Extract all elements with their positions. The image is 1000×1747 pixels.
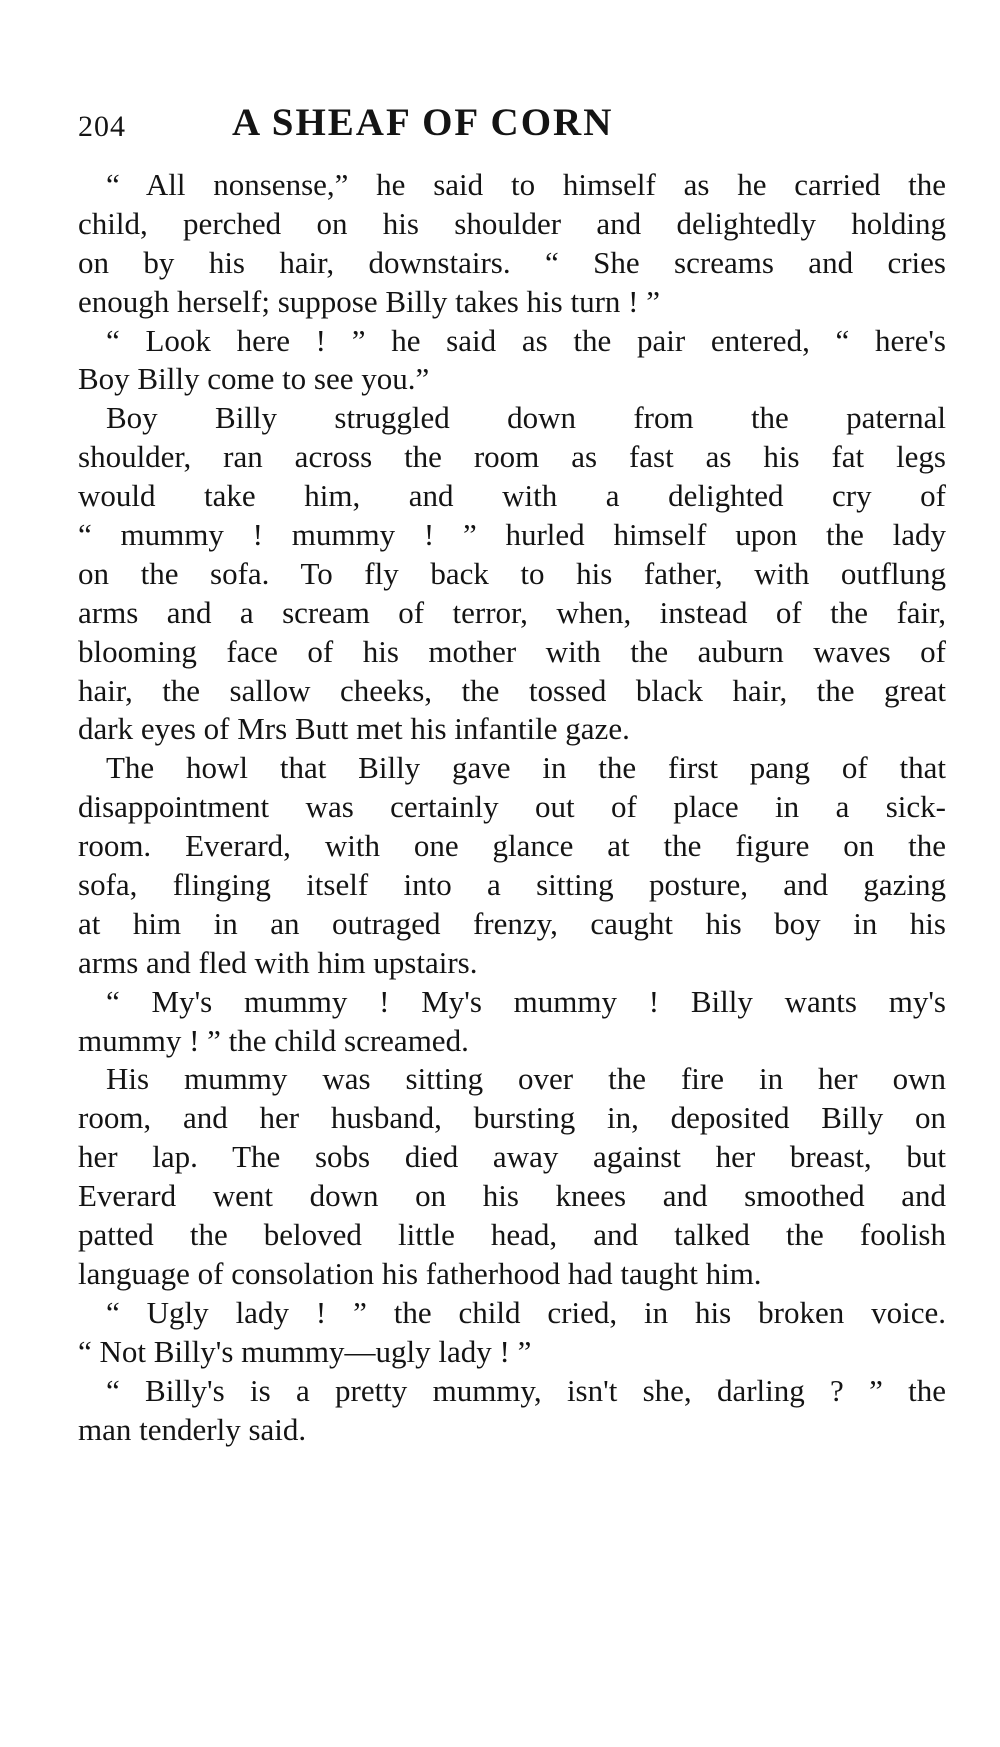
page-header xyxy=(78,100,938,160)
text-line: “ Not Billy's mummy—ugly lady ! ” xyxy=(78,1333,532,1369)
text-line: at him in an outraged frenzy, caught his boy in his xyxy=(78,905,946,941)
text-line: “ Ugly lady ! ” the child cried, in his broken voice. xyxy=(106,1294,946,1330)
paragraph xyxy=(78,1294,946,1372)
paragraph xyxy=(78,322,946,400)
text-line: enough herself; suppose Billy takes his turn ! ” xyxy=(78,283,661,319)
text-line: “ mummy ! mummy ! ” hurled himself upon the lady xyxy=(78,517,946,553)
text-line: room, and her husband, bursting in, deposited Billy on xyxy=(78,1100,946,1136)
text-line: The howl that Billy gave in the first pang of that xyxy=(106,750,946,786)
paragraph xyxy=(78,399,946,749)
text-line: room. Everard, with one glance at the figure on the xyxy=(78,828,946,864)
text-line: would take him, and with a delighted cry of xyxy=(78,478,946,514)
paragraph xyxy=(78,166,946,322)
paragraph xyxy=(78,1372,946,1450)
text-line: her lap. The sobs died away against her breast, but xyxy=(78,1139,946,1175)
text-line: arms and a scream of terror, when, instead of the fair, xyxy=(78,594,946,630)
body-text xyxy=(78,166,946,1449)
paragraph xyxy=(78,983,946,1061)
text-line: hair, the sallow cheeks, the tossed black hair, the great xyxy=(78,672,946,708)
text-line: man tenderly said. xyxy=(78,1411,307,1447)
text-line: “ All nonsense,” he said to himself as he carried the xyxy=(106,167,946,202)
text-line: mummy ! ” the child screamed. xyxy=(78,1022,469,1058)
text-line: on the sofa. To fly back to his father, with outflung xyxy=(78,555,946,591)
running-title: A SHEAF OF CORN xyxy=(232,101,614,144)
text-line: shoulder, ran across the room as fast as his fat legs xyxy=(78,439,946,475)
text-line: disappointment was certainly out of place in a sick- xyxy=(78,789,946,825)
text-line: sofa, flinging itself into a sitting posture, and gazing xyxy=(78,867,946,903)
text-line: patted the beloved little head, and talked the foolish xyxy=(78,1217,946,1253)
text-line: arms and fled with him upstairs. xyxy=(78,944,478,980)
text-line: dark eyes of Mrs Butt met his infantile gaze. xyxy=(78,711,630,747)
text-line: Boy Billy come to see you.” xyxy=(78,361,430,397)
text-line: “ My's mummy ! My's mummy ! Billy wants my's xyxy=(106,983,946,1019)
text-line: blooming face of his mother with the auburn waves of xyxy=(78,633,946,669)
text-line: Everard went down on his knees and smoothed and xyxy=(78,1178,946,1214)
text-line: on by his hair, downstairs. “ She screams and cries xyxy=(78,244,946,280)
text-line: “ Look here ! ” he said as the pair entered, “ here's xyxy=(106,322,946,358)
text-line: Boy Billy struggled down from the paternal xyxy=(106,400,946,436)
text-line: His mummy was sitting over the fire in her own xyxy=(106,1061,946,1097)
text-line: child, perched on his shoulder and delightedly holding xyxy=(78,205,946,241)
paragraph xyxy=(78,749,946,982)
page-number: 204 xyxy=(78,110,126,143)
text-line: “ Billy's is a pretty mummy, isn't she, darling ? ” the xyxy=(106,1372,946,1408)
paragraph xyxy=(78,1060,946,1293)
text-line: language of consolation his fatherhood had taught him. xyxy=(78,1255,762,1291)
